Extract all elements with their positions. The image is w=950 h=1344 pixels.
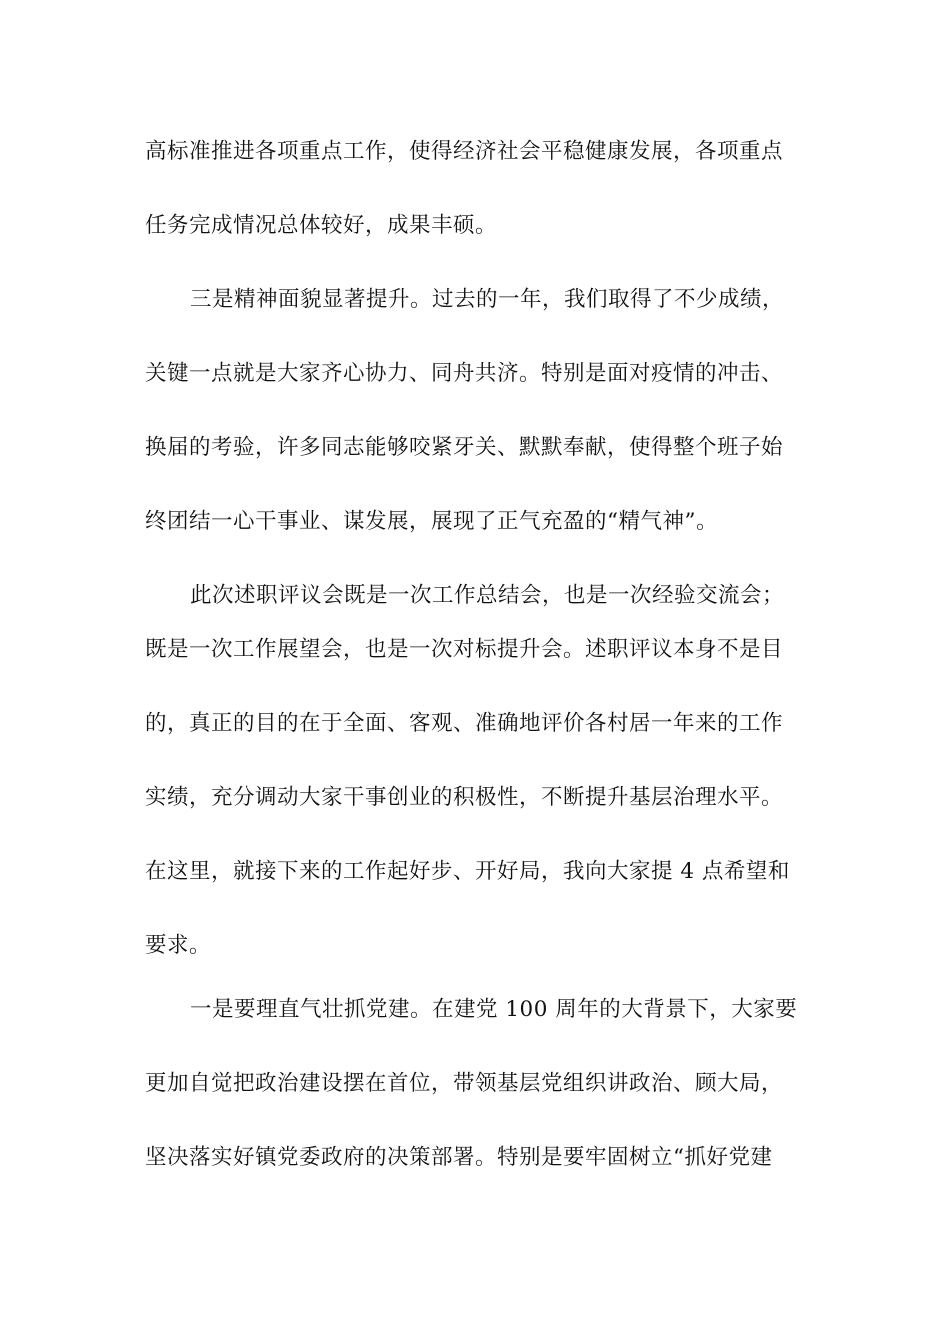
text-line-2: 任务完成情况总体较好，成果丰硕。: [145, 213, 498, 238]
text-line-7: 此次述职评议会既是一次工作总结会，也是一次经验交流会；: [190, 583, 785, 608]
text-line-15: 坚决落实好镇党委政府的决策部署。特别是要牢固树立“抓好党建: [145, 1145, 773, 1170]
text-line-1: 高标准推进各项重点工作，使得经济社会平稳健康发展，各项重点: [145, 139, 784, 164]
text-line-3: 三是精神面貌显著提升。过去的一年，我们取得了不少成绩，: [190, 287, 785, 312]
text-line-14: 更加自觉把政治建设摆在首位，带领基层党组织讲政治、顾大局，: [145, 1071, 784, 1096]
text-line-10: 实绩，充分调动大家干事创业的积极性，不断提升基层治理水平。: [145, 785, 784, 810]
text-line-9: 的，真正的目的在于全面、客观、准确地评价各村居一年来的工作: [145, 711, 784, 736]
text-line-8: 既是一次工作展望会，也是一次对标提升会。述职评议本身不是目: [145, 637, 784, 662]
text-line-5: 换届的考验，许多同志能够咬紧牙关、默默奉献，使得整个班子始: [145, 435, 784, 460]
text-line-11: 在这里，就接下来的工作起好步、开好局，我向大家提 4 点希望和: [145, 859, 790, 884]
text-line-12: 要求。: [145, 933, 212, 958]
text-line-13: 一是要理直气壮抓党建。在建党 100 周年的大背景下，大家要: [190, 997, 798, 1022]
text-line-4: 关键一点就是大家齐心协力、同舟共济。特别是面对疫情的冲击、: [145, 361, 784, 386]
text-line-6: 终团结一心干事业、谋发展，展现了正气充盈的“精气神”。: [145, 509, 718, 534]
